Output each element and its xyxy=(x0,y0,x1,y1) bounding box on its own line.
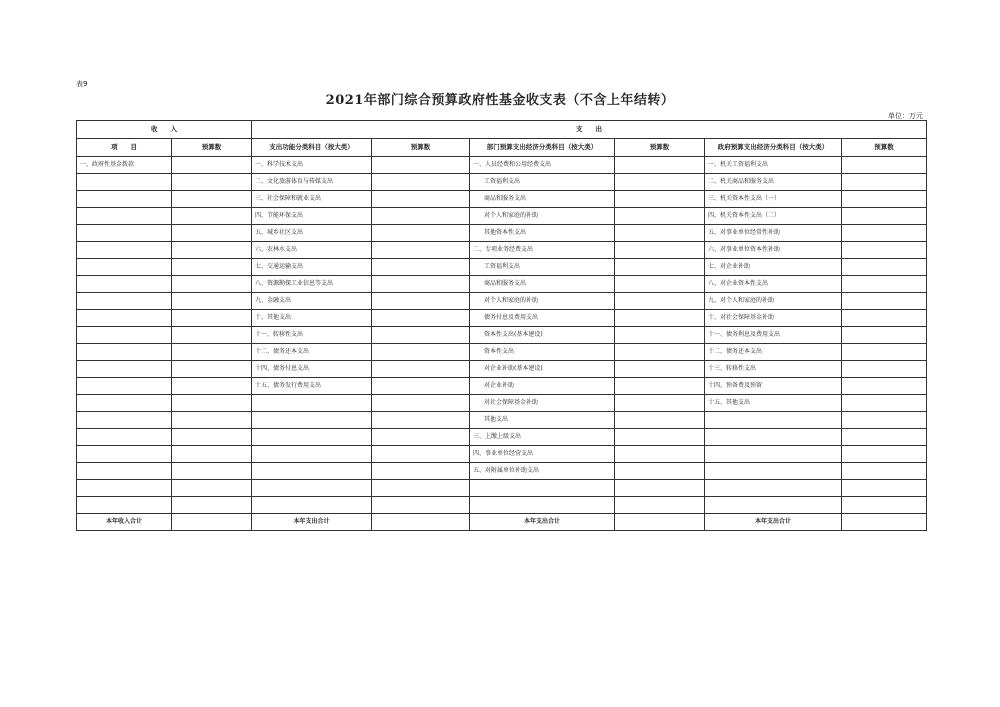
dept-econ-item-cell: 资本性支出(基本建设) xyxy=(470,327,615,344)
dept-econ-item-cell xyxy=(470,480,615,497)
income-item-cell xyxy=(77,429,172,446)
functional-budget-cell xyxy=(372,259,470,276)
income-item-cell xyxy=(77,191,172,208)
income-item-cell xyxy=(77,208,172,225)
income-item-cell xyxy=(77,497,172,514)
gov-econ-item-cell xyxy=(705,497,842,514)
table-row xyxy=(77,225,927,242)
gov-budget-cell xyxy=(842,310,927,327)
gov-econ-item-cell: 八、对企业资本性支出 xyxy=(705,276,842,293)
gov-budget-cell xyxy=(842,395,927,412)
table-row xyxy=(77,429,927,446)
functional-budget-cell xyxy=(372,378,470,395)
gov-econ-item-cell xyxy=(705,480,842,497)
gov-budget-cell xyxy=(842,480,927,497)
income-budget-cell xyxy=(172,276,252,293)
gov-econ-item-cell xyxy=(705,446,842,463)
income-budget-cell xyxy=(172,480,252,497)
dept-budget-cell xyxy=(615,480,705,497)
functional-budget-cell xyxy=(372,157,470,174)
gov-budget-cell xyxy=(842,412,927,429)
income-budget-cell xyxy=(172,412,252,429)
functional-item-cell xyxy=(252,497,372,514)
functional-item-cell: 十二、债务还本支出 xyxy=(252,344,372,361)
col-header-gov-budget: 预算数 xyxy=(842,139,927,157)
income-item-cell xyxy=(77,293,172,310)
gov-budget-cell xyxy=(842,429,927,446)
dept-budget-cell xyxy=(615,412,705,429)
table-column-header-row xyxy=(77,139,927,157)
functional-budget-cell xyxy=(372,395,470,412)
income-budget-cell xyxy=(172,327,252,344)
gov-econ-item-cell: 一、机关工资福利支出 xyxy=(705,157,842,174)
gov-econ-item-cell: 九、对个人和家庭的补助 xyxy=(705,293,842,310)
dept-econ-item-cell: 对社会保障基金补助 xyxy=(470,395,615,412)
income-item-cell xyxy=(77,225,172,242)
gov-econ-item-cell xyxy=(705,429,842,446)
table-row xyxy=(77,327,927,344)
dept-econ-item-cell: 对企业补助(基本建设) xyxy=(470,361,615,378)
income-item-cell: 一、政府性基金拨款 xyxy=(77,157,172,174)
income-total-budget xyxy=(172,514,252,531)
functional-budget-cell xyxy=(372,242,470,259)
gov-econ-item-cell: 四、机关资本性支出（二） xyxy=(705,208,842,225)
budget-table xyxy=(76,120,927,531)
gov-budget-cell xyxy=(842,497,927,514)
income-item-cell xyxy=(77,259,172,276)
gov-budget-cell xyxy=(842,225,927,242)
table-number-label: 表9 xyxy=(76,80,88,88)
table-row xyxy=(77,293,927,310)
income-item-cell xyxy=(77,412,172,429)
functional-budget-cell xyxy=(372,174,470,191)
functional-item-cell: 三、社会保障和就业支出 xyxy=(252,191,372,208)
functional-budget-cell xyxy=(372,429,470,446)
income-item-cell xyxy=(77,344,172,361)
dept-budget-cell xyxy=(615,395,705,412)
functional-item-cell: 八、资源勘探工业信息等支出 xyxy=(252,276,372,293)
income-item-cell xyxy=(77,361,172,378)
dept-budget-cell xyxy=(615,276,705,293)
gov-econ-item-cell: 三、机关资本性支出（一） xyxy=(705,191,842,208)
income-group-header: 收 入 xyxy=(77,121,252,139)
dept-econ-item-cell: 商品和服务支出 xyxy=(470,276,615,293)
dept-econ-item-cell: 工资福利支出 xyxy=(470,259,615,276)
income-budget-cell xyxy=(172,208,252,225)
functional-item-cell: 二、文化旅游体育与传媒支出 xyxy=(252,174,372,191)
gov-total-budget xyxy=(842,514,927,531)
dept-budget-cell xyxy=(615,157,705,174)
dept-budget-cell xyxy=(615,327,705,344)
functional-budget-cell xyxy=(372,310,470,327)
income-budget-cell xyxy=(172,310,252,327)
income-budget-cell xyxy=(172,361,252,378)
functional-item-cell: 五、城乡社区支出 xyxy=(252,225,372,242)
dept-budget-cell xyxy=(615,191,705,208)
functional-total-label: 本年支出合计 xyxy=(252,514,372,531)
income-item-cell xyxy=(77,174,172,191)
income-budget-cell xyxy=(172,429,252,446)
gov-econ-item-cell xyxy=(705,412,842,429)
functional-budget-cell xyxy=(372,191,470,208)
dept-econ-item-cell: 工资福利支出 xyxy=(470,174,615,191)
dept-budget-cell xyxy=(615,293,705,310)
table-group-header-row xyxy=(77,121,927,139)
dept-budget-cell xyxy=(615,446,705,463)
gov-budget-cell xyxy=(842,157,927,174)
dept-econ-item-cell: 其他资本性支出 xyxy=(470,225,615,242)
col-header-gov-econ: 政府预算支出经济分类科目（按大类） xyxy=(705,139,842,157)
functional-item-cell xyxy=(252,395,372,412)
functional-item-cell xyxy=(252,463,372,480)
dept-budget-cell xyxy=(615,378,705,395)
income-item-cell xyxy=(77,310,172,327)
gov-budget-cell xyxy=(842,344,927,361)
gov-budget-cell xyxy=(842,446,927,463)
col-header-functional-budget: 预算数 xyxy=(372,139,470,157)
table-row xyxy=(77,276,927,293)
gov-econ-item-cell: 二、机关商品和服务支出 xyxy=(705,174,842,191)
functional-item-cell: 十一、转移性支出 xyxy=(252,327,372,344)
col-header-income-budget: 预算数 xyxy=(172,139,252,157)
functional-item-cell: 十五、债务发行费用支出 xyxy=(252,378,372,395)
functional-item-cell xyxy=(252,480,372,497)
income-budget-cell xyxy=(172,174,252,191)
functional-budget-cell xyxy=(372,327,470,344)
income-item-cell xyxy=(77,463,172,480)
functional-budget-cell xyxy=(372,344,470,361)
income-budget-cell xyxy=(172,378,252,395)
table-row xyxy=(77,259,927,276)
income-item-cell xyxy=(77,378,172,395)
functional-budget-cell xyxy=(372,225,470,242)
gov-econ-item-cell: 十五、其他支出 xyxy=(705,395,842,412)
dept-econ-item-cell: 一、人员经费和公用经费支出 xyxy=(470,157,615,174)
dept-budget-cell xyxy=(615,310,705,327)
functional-budget-cell xyxy=(372,463,470,480)
gov-econ-item-cell: 十三、转移性支出 xyxy=(705,361,842,378)
functional-item-cell: 十、其他支出 xyxy=(252,310,372,327)
income-item-cell xyxy=(77,276,172,293)
table-row xyxy=(77,378,927,395)
gov-econ-item-cell: 五、对事业单位经常性补助 xyxy=(705,225,842,242)
dept-econ-item-cell: 债务付息及费用支出 xyxy=(470,310,615,327)
dept-budget-cell xyxy=(615,242,705,259)
dept-econ-item-cell: 三、上缴上级支出 xyxy=(470,429,615,446)
functional-budget-cell xyxy=(372,412,470,429)
income-budget-cell xyxy=(172,242,252,259)
page-title: 2021年部门综合预算政府性基金收支表（不含上年结转） xyxy=(325,93,675,108)
gov-budget-cell xyxy=(842,242,927,259)
dept-budget-cell xyxy=(615,361,705,378)
unit-label: 单位：万元 xyxy=(888,112,923,120)
dept-budget-cell xyxy=(615,429,705,446)
income-total-label: 本年收入合计 xyxy=(77,514,172,531)
functional-item-cell xyxy=(252,429,372,446)
income-item-cell xyxy=(77,395,172,412)
functional-budget-cell xyxy=(372,446,470,463)
table-row xyxy=(77,446,927,463)
gov-econ-item-cell xyxy=(705,463,842,480)
dept-econ-item-cell: 四、事业单位经营支出 xyxy=(470,446,615,463)
table-row xyxy=(77,480,927,497)
dept-econ-item-cell: 商品和服务支出 xyxy=(470,191,615,208)
gov-econ-item-cell: 十、对社会保障基金补助 xyxy=(705,310,842,327)
gov-budget-cell xyxy=(842,293,927,310)
table-row xyxy=(77,208,927,225)
table-row xyxy=(77,174,927,191)
dept-budget-cell xyxy=(615,225,705,242)
dept-budget-cell xyxy=(615,259,705,276)
gov-budget-cell xyxy=(842,463,927,480)
functional-budget-cell xyxy=(372,480,470,497)
functional-budget-cell xyxy=(372,208,470,225)
table-row xyxy=(77,310,927,327)
functional-item-cell: 十四、债务付息支出 xyxy=(252,361,372,378)
functional-budget-cell xyxy=(372,497,470,514)
income-budget-cell xyxy=(172,259,252,276)
dept-econ-item-cell: 对个人和家庭的补助 xyxy=(470,293,615,310)
gov-budget-cell xyxy=(842,276,927,293)
col-header-item: 项 目 xyxy=(77,139,172,157)
table-row xyxy=(77,497,927,514)
gov-econ-item-cell: 七、对企业补助 xyxy=(705,259,842,276)
gov-budget-cell xyxy=(842,174,927,191)
gov-econ-item-cell: 十一、债务利息及费用支出 xyxy=(705,327,842,344)
income-budget-cell xyxy=(172,344,252,361)
dept-budget-cell xyxy=(615,344,705,361)
gov-budget-cell xyxy=(842,378,927,395)
dept-econ-item-cell: 二、专项业务经费支出 xyxy=(470,242,615,259)
dept-econ-item-cell: 其他支出 xyxy=(470,412,615,429)
gov-budget-cell xyxy=(842,191,927,208)
table-row xyxy=(77,157,927,174)
gov-budget-cell xyxy=(842,361,927,378)
functional-item-cell: 六、农林水支出 xyxy=(252,242,372,259)
dept-budget-cell xyxy=(615,174,705,191)
functional-item-cell: 七、交通运输支出 xyxy=(252,259,372,276)
functional-item-cell: 九、金融支出 xyxy=(252,293,372,310)
income-budget-cell xyxy=(172,497,252,514)
col-header-dept-budget: 预算数 xyxy=(615,139,705,157)
dept-econ-item-cell: 资本性支出 xyxy=(470,344,615,361)
income-item-cell xyxy=(77,480,172,497)
dept-econ-item-cell: 五、对附属单位补助支出 xyxy=(470,463,615,480)
col-header-functional: 支出功能分类科目（按大类） xyxy=(252,139,372,157)
totals-row xyxy=(77,514,927,531)
dept-econ-item-cell: 对个人和家庭的补助 xyxy=(470,208,615,225)
functional-item-cell: 一、科学技术支出 xyxy=(252,157,372,174)
income-budget-cell xyxy=(172,463,252,480)
gov-econ-item-cell: 十二、债务还本支出 xyxy=(705,344,842,361)
table-row xyxy=(77,191,927,208)
dept-econ-item-cell xyxy=(470,497,615,514)
dept-total-label: 本年支出合计 xyxy=(470,514,615,531)
dept-budget-cell xyxy=(615,208,705,225)
col-header-dept-econ: 部门预算支出经济分类科目（按大类） xyxy=(470,139,615,157)
gov-budget-cell xyxy=(842,259,927,276)
income-budget-cell xyxy=(172,293,252,310)
expense-group-header: 支 出 xyxy=(252,121,927,139)
income-item-cell xyxy=(77,242,172,259)
table-row xyxy=(77,242,927,259)
gov-total-label: 本年支出合计 xyxy=(705,514,842,531)
dept-econ-item-cell: 对企业补助 xyxy=(470,378,615,395)
dept-budget-cell xyxy=(615,497,705,514)
income-budget-cell xyxy=(172,446,252,463)
table-row xyxy=(77,412,927,429)
functional-budget-cell xyxy=(372,276,470,293)
table-row xyxy=(77,395,927,412)
functional-item-cell xyxy=(252,412,372,429)
gov-econ-item-cell: 六、对事业单位资本性补助 xyxy=(705,242,842,259)
income-budget-cell xyxy=(172,157,252,174)
functional-budget-cell xyxy=(372,361,470,378)
gov-econ-item-cell: 十四、预备费及预留 xyxy=(705,378,842,395)
income-budget-cell xyxy=(172,191,252,208)
gov-budget-cell xyxy=(842,208,927,225)
dept-total-budget xyxy=(615,514,705,531)
gov-budget-cell xyxy=(842,327,927,344)
table-row xyxy=(77,361,927,378)
income-item-cell xyxy=(77,327,172,344)
functional-budget-cell xyxy=(372,293,470,310)
functional-item-cell xyxy=(252,446,372,463)
functional-item-cell: 四、节能环保支出 xyxy=(252,208,372,225)
dept-budget-cell xyxy=(615,463,705,480)
table-row xyxy=(77,344,927,361)
table-row xyxy=(77,463,927,480)
functional-total-budget xyxy=(372,514,470,531)
income-budget-cell xyxy=(172,395,252,412)
income-budget-cell xyxy=(172,225,252,242)
income-item-cell xyxy=(77,446,172,463)
